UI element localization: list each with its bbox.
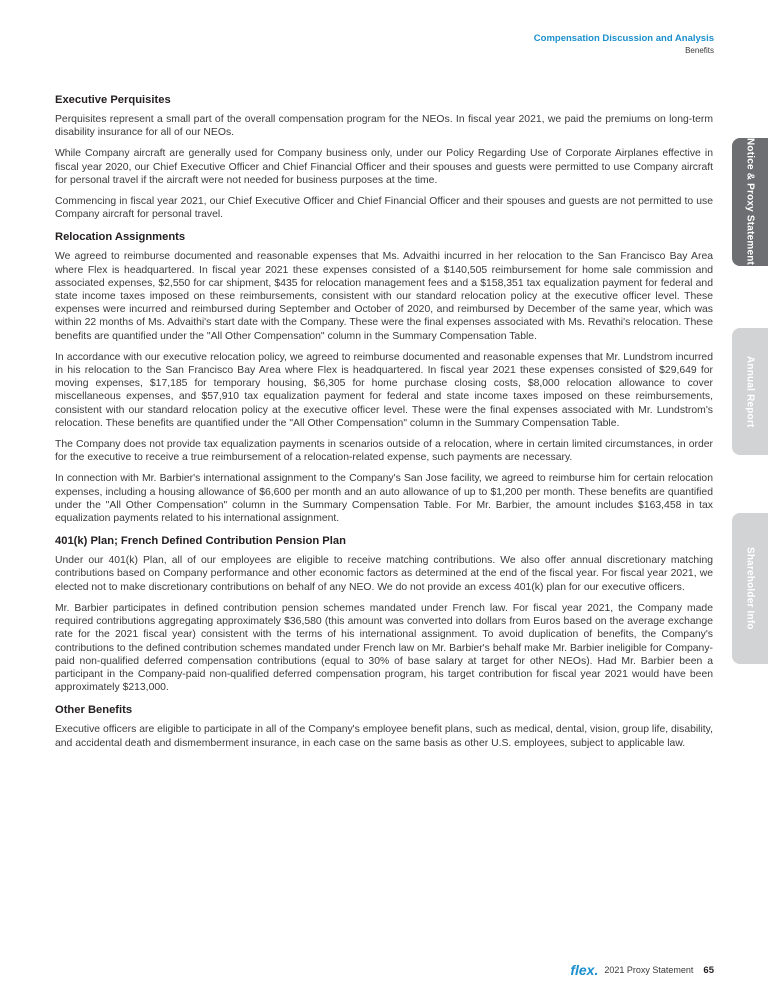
paragraph: While Company aircraft are generally used for Company business only, under our Policy Regarding Use of Corporate Airplanes effective in fiscal year 2020, our Chief Executive Officer and Chief Financial Officer and their spouses and guests were permitted to use Company aircraft for personal travel if the aircraft were not needed for business purposes at the time.	[55, 148, 713, 186]
paragraph: The Company does not provide tax equalization payments in scenarios outside of a relocation, where in certain limited circumstances, in order for the executive to receive a true reimbursement of a relocation-related expense, such payments are necessary.	[55, 439, 713, 464]
document-title: 2021 Proxy Statement	[604, 965, 694, 975]
paragraph: In accordance with our executive relocation policy, we agreed to reimburse documented and reasonable expenses that Mr. Lundstrom incurred in his relocation to the San Francisco Bay Area where Flex is headquartered. In fiscal year 2021 these expenses consisted of $29,649 for moving expenses, $17,185 for temporary housing, $6,305 for home purchase closing costs, $8,000 relocation allowance to cover miscellaneous expenses, and $57,910 tax equalization payment for federal and state income taxes imposed on these reimbursements, consistent with our standard relocation policy at the executive officer level. These were the final expenses associated with Mr. Lundstrom's relocation. These benefits are quantified under the "All Other Compensation" column in the Summary Compensation Table.	[55, 351, 713, 429]
page-footer	[570, 962, 714, 978]
paragraph: Commencing in fiscal year 2021, our Chief Executive Officer and Chief Financial Officer and their spouses and guests are not permitted to use Company aircraft for personal travel.	[55, 196, 713, 221]
paragraph: Executive officers are eligible to participate in all of the Company's employee benefit plans, such as medical, dental, vision, group life, disability, and accidental death and dismemberment insurance, in each case on the same basis as other U.S. employees, subject to applicable law.	[55, 724, 713, 749]
side-tab-label: Notice & Proxy Statement	[744, 138, 756, 266]
paragraph: Mr. Barbier participates in defined contribution pension schemes mandated under French law. For fiscal year 2021, the Company made required contributions aggregating approximately $36,580 (this amount was converted into dollars from Euros based on the average exchange rate for the 2021 fiscal year) consistent with the terms of his international assignment. To avoid duplication of benefits, the Company's contributions to the defined contribution schemes mandated under French law on Mr. Barbier's behalf make Mr. Barbier ineligible for Company-paid non-qualified deferred compensation contributions (equal to 30% of base salary at target for other NEOs). Had Mr. Barbier been a participant in the Company-paid non-qualified deferred compensation program, his target contribution for fiscal year 2021 would have been approximately $213,000.	[55, 602, 713, 694]
side-tab-annual-report[interactable]	[732, 328, 768, 455]
main-content	[55, 93, 713, 758]
section-title: Compensation Discussion and Analysis	[533, 33, 714, 44]
side-tab-shareholder-info[interactable]	[732, 513, 768, 664]
page-number: 65	[703, 964, 714, 976]
paragraph: We agreed to reimburse documented and reasonable expenses that Ms. Advaithi incurred in her relocation to the San Francisco Bay Area where Flex is headquartered. In fiscal year 2021 these expenses consisted of a $140,505 reimbursement for home sale commission and associated expenses, $2,550 for car shipment, $435 for relocation management fees and a $158,351 tax equalization payment for federal and state income taxes imposed on these reimbursements, consistent with our standard relocation policy at the executive officer level. These expenses were incurred and reimbursed during September and October of 2020, and reimbursed by December of the same year, which was within 22 months of Ms. Advaithi's start date with the Company. These were the final expenses associated with Ms. Revathi's relocation. These benefits are quantified under the "All Other Compensation" column in the Summary Compensation Table.	[55, 251, 713, 342]
paragraph: In connection with Mr. Barbier's international assignment to the Company's San Jose facility, we agreed to reimburse him for certain relocation expenses, including a housing allowance of $6,600 per month and an auto allowance of up to $1,200 per month. These benefits are quantified under the "All Other Compensation" column in the Summary Compensation Table. For Mr. Barbier, the amount includes $163,458 in tax equalization payments related to his international assignment.	[55, 473, 713, 525]
logo-text: flex.	[570, 962, 599, 978]
side-tab-label: Shareholder Info	[744, 547, 756, 630]
section-heading-perquisites: Executive Perquisites	[55, 94, 171, 106]
section-heading-relocation: Relocation Assignments	[55, 231, 186, 244]
page-header	[534, 33, 714, 56]
paragraph: Under our 401(k) Plan, all of our employees are eligible to receive matching contributions. We also offer annual discretionary matching contributions based on Company performance and other economic factors as determined at the end of the fiscal year. For fiscal year 2021, we elected not to make discretionary contributions on behalf of any NEO. We do not provide an excess 401(k) plan for our executive officers.	[55, 555, 713, 593]
subsection-title: Benefits	[685, 46, 714, 55]
side-tab-label: Annual Report	[744, 355, 756, 428]
section-heading-401k: 401(k) Plan; French Defined Contribution Pension Plan	[55, 535, 346, 548]
paragraph: Perquisites represent a small part of the overall compensation program for the NEOs. In fiscal year 2021, we paid the premiums on long-term disability insurance for all of our NEOs.	[55, 114, 713, 139]
flex-logo	[570, 962, 598, 978]
side-tab-notice-proxy[interactable]	[732, 138, 768, 266]
section-heading-other-benefits: Other Benefits	[55, 704, 133, 717]
